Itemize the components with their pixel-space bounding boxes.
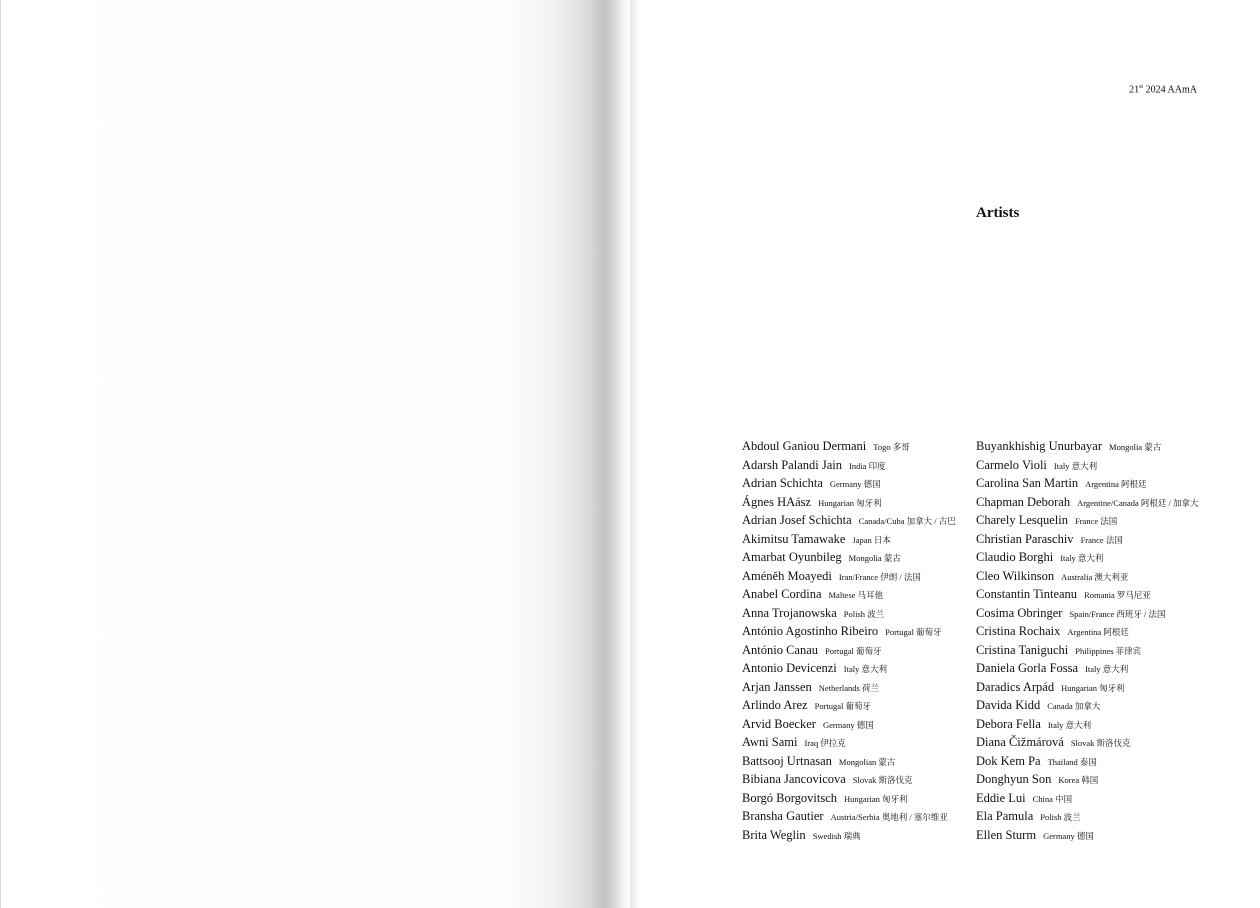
artist-name: Debora Fella: [976, 716, 1041, 731]
artist-entry: [976, 437, 1199, 456]
artist-country: Australia 澳大利亚: [1061, 571, 1129, 582]
artist-entry: [976, 548, 1199, 567]
artist-country: Austria/Serbia 奥地利 / 塞尔维亚: [830, 812, 948, 822]
artist-entry: [742, 511, 956, 530]
artist-country: France 法国: [1080, 534, 1123, 545]
artist-name: Améněh Moayedi: [742, 568, 832, 583]
artist-name: Chapman Deborah: [976, 494, 1071, 509]
artist-name: Claudio Borghi: [976, 550, 1054, 564]
artist-entry: [742, 696, 956, 715]
artist-entry: [742, 659, 956, 678]
artist-entry: [742, 641, 956, 660]
artist-name: Diana Čižmárová: [976, 735, 1064, 749]
artist-entry: [976, 567, 1199, 586]
artist-name: António Canau: [742, 642, 819, 657]
artist-entry: [742, 437, 956, 456]
artist-entry: [742, 807, 956, 826]
artist-country: Hungarian 匈牙利: [818, 497, 882, 508]
artist-country: Argentina 阿根廷: [1085, 479, 1147, 489]
artist-entry: [976, 696, 1199, 715]
artist-name: Carolina San Martin: [976, 476, 1079, 490]
artist-country: Slovak 斯洛伐克: [852, 775, 913, 785]
edition-title: 2024 AAmA: [1143, 84, 1197, 96]
artist-name: Constantin Tinteanu: [976, 587, 1078, 601]
artist-country: Portugal 葡萄牙: [825, 645, 882, 656]
artist-country: Germany 德国: [1043, 830, 1094, 841]
artist-name: Daradics Arpád: [976, 679, 1055, 694]
artist-entry: [742, 826, 956, 845]
page-header: [1129, 84, 1197, 95]
artist-name: Anabel Cordina: [742, 587, 822, 601]
artist-country: Portugal 葡萄牙: [885, 627, 942, 637]
artist-entry: [742, 530, 956, 549]
artist-country: Italy 意大利: [1053, 460, 1098, 471]
artist-name: Eddie Lui: [976, 790, 1026, 805]
artist-country: Hungarian 匈牙利: [1061, 682, 1125, 693]
artist-name: Akimitsu Tamawake: [742, 531, 846, 546]
artist-entry: [976, 493, 1199, 512]
artist-country: Slovak 斯洛伐克: [1070, 738, 1131, 748]
artist-name: Awni Sami: [742, 735, 798, 749]
artist-entry: [976, 826, 1199, 845]
artist-country: Italy 意大利: [843, 664, 887, 674]
artist-entry: [976, 604, 1199, 623]
artist-name: Daniela Gorla Fossa: [976, 661, 1079, 675]
artist-country: Philippines 菲律宾: [1075, 645, 1142, 656]
artist-entry: [742, 474, 956, 493]
artist-name: Adrian Schichta: [742, 476, 823, 490]
artist-name: Abdoul Ganiou Dermani: [742, 439, 867, 453]
artist-name: Brita Weglin: [742, 827, 806, 842]
artist-entry: [976, 474, 1199, 493]
right-page: [630, 0, 1260, 908]
artist-entry: [976, 622, 1199, 641]
artist-country: Italy 意大利: [1060, 553, 1104, 563]
artist-country: Italy 意大利: [1047, 719, 1092, 730]
artist-country: Italy 意大利: [1085, 664, 1129, 674]
artist-country: Polish 波兰: [843, 608, 885, 619]
artist-country: Japan 日本: [852, 534, 891, 545]
artist-country: Togo 多哥: [873, 442, 910, 452]
artist-country: Polish 波兰: [1040, 812, 1081, 822]
artist-name: Donghyun Son: [976, 772, 1052, 786]
artist-entry: [976, 733, 1199, 752]
artist-name: Antonio Devicenzi: [742, 661, 837, 675]
artist-entry: [976, 456, 1199, 475]
artist-name: Christian Paraschiv: [976, 531, 1074, 546]
artist-country: Maltese 马耳他: [828, 590, 884, 600]
artist-country: Netherlands 荷兰: [818, 682, 879, 693]
artist-entry: [976, 752, 1199, 771]
artist-entry: [742, 456, 956, 475]
artist-entry: [742, 493, 956, 512]
artist-entry: [742, 604, 956, 623]
artist-country: Korea 韩国: [1058, 775, 1099, 785]
artist-name: Cosima Obringer: [976, 605, 1063, 620]
artist-entry: [742, 585, 956, 604]
artist-name: Borgó Borgovitsch: [742, 790, 838, 805]
artist-name: Arjan Janssen: [742, 679, 812, 694]
artist-name: Cleo Wilkinson: [976, 568, 1055, 583]
artist-name: Bransha Gautier: [742, 809, 824, 823]
artist-country: France 法国: [1075, 516, 1118, 526]
artist-name: Davida Kidd: [976, 698, 1041, 712]
artist-name: Buyankhishig Unurbayar: [976, 439, 1103, 453]
artist-country: Mongolia 蒙古: [1109, 442, 1162, 452]
artist-entry: [742, 548, 956, 567]
artist-entry: [742, 752, 956, 771]
artist-country: Iraq 伊拉克: [804, 738, 846, 748]
artist-country: Mongolian 蒙古: [838, 756, 896, 767]
artist-country: China 中国: [1032, 793, 1073, 804]
artist-name: António Agostinho Ribeiro: [742, 624, 879, 638]
artist-name: Carmelo Violi: [976, 457, 1047, 472]
artist-name: Arlindo Arez: [742, 698, 808, 712]
artist-entry: [742, 715, 956, 734]
artist-country: Spain/France 西班牙 / 法国: [1069, 608, 1166, 619]
artist-entry: [976, 770, 1199, 789]
artist-entry: [976, 678, 1199, 697]
artist-name: Dok Kem Pa: [976, 753, 1041, 768]
artist-country: Mongolia 蒙古: [848, 553, 901, 563]
artist-country: Germany 德国: [829, 479, 881, 489]
artist-entry: [976, 585, 1199, 604]
artist-entry: [742, 770, 956, 789]
edition-number: 21: [1129, 84, 1140, 96]
artist-name: Anna Trojanowska: [742, 605, 837, 620]
artist-country: Iran/France 伊朗 / 法国: [838, 571, 921, 582]
artist-country: Swedish 瑞典: [812, 830, 861, 841]
artist-name: Ela Pamula: [976, 809, 1034, 823]
artist-name: Battsooj Urtnasan: [742, 753, 832, 768]
artist-entry: [742, 789, 956, 808]
artist-entry: [976, 641, 1199, 660]
section-title: Artists: [976, 205, 1020, 221]
artist-name: Ellen Sturm: [976, 827, 1037, 842]
artist-entry: [976, 530, 1199, 549]
artist-name: Arvid Boecker: [742, 716, 816, 731]
artist-entry: [742, 622, 956, 641]
artist-name: Adrian Josef Schichta: [742, 513, 852, 527]
artist-country: Hungarian 匈牙利: [844, 793, 908, 804]
artist-entry: [742, 567, 956, 586]
artist-country: Canada/Cuba 加拿大 / 古巴: [858, 516, 956, 526]
artist-entry: [976, 789, 1199, 808]
edition-suffix: st: [1139, 84, 1144, 90]
artist-country: Argentina 阿根廷: [1067, 627, 1129, 637]
artist-entry: [976, 659, 1199, 678]
artist-list-left: [742, 437, 956, 844]
artist-name: Charely Lesquelin: [976, 513, 1068, 527]
artist-country: Argentine/Canada 阿根廷 / 加拿大: [1077, 497, 1199, 508]
artist-entry: [976, 715, 1199, 734]
artist-entry: [742, 733, 956, 752]
artist-country: Germany 德国: [822, 719, 874, 730]
artist-name: Cristina Rochaix: [976, 624, 1061, 638]
artist-name: Ágnes HAász: [742, 494, 812, 509]
artist-country: Portugal 葡萄牙: [814, 701, 872, 711]
artist-country: India 印度: [848, 460, 886, 471]
artist-country: Romania 罗马尼亚: [1084, 590, 1151, 600]
artist-entry: [976, 807, 1199, 826]
artist-country: Canada 加拿大: [1047, 701, 1101, 711]
artist-name: Bibiana Jancovicova: [742, 772, 846, 786]
artist-name: Cristina Taniguchi: [976, 642, 1069, 657]
artist-name: Amarbat Oyunbileg: [742, 550, 842, 564]
artist-entry: [742, 678, 956, 697]
artist-country: Thailand 泰国: [1047, 756, 1097, 767]
artist-list-right: [976, 437, 1199, 844]
artist-entry: [976, 511, 1199, 530]
artist-name: Adarsh Palandi Jain: [742, 457, 842, 472]
